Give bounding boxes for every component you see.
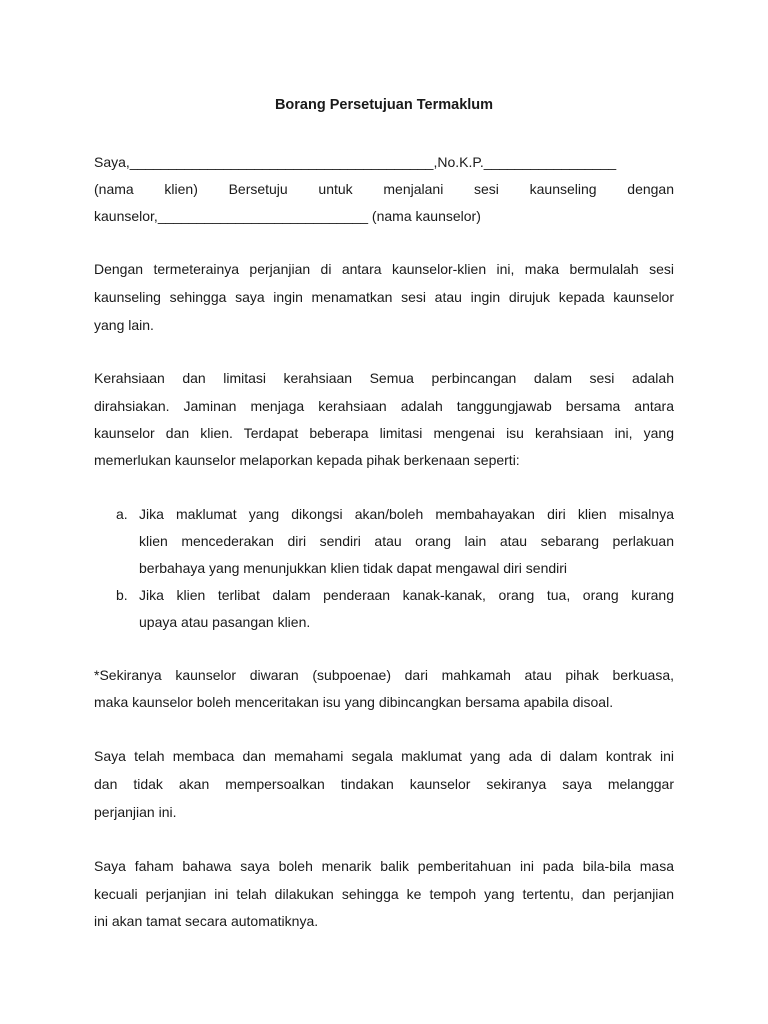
paragraph-acknowledgement-line-3: perjanjian ini. xyxy=(94,804,177,820)
list-item-b-line-2: upaya atau pasangan klien. xyxy=(139,614,311,630)
list-marker-a: a. xyxy=(116,506,128,522)
paragraph-subpoena-line-2: maka kaunselor boleh menceritakan isu yang dibincangkan bersama apabila disoal. xyxy=(94,694,614,710)
list-item-a-line-3: berbahaya yang menunjukkan klien tidak dapat mengawal diri sendiri xyxy=(139,560,568,576)
paragraph-agreement-line-2: kaunseling sehingga saya ingin menamatkan sesi atau ingin dirujuk kepada kaunselor xyxy=(94,289,674,305)
paragraph-confidentiality-line-3: kaunselor dan klien. Terdapat beberapa limitasi mengenai isu kerahsiaan ini, yang xyxy=(94,425,674,441)
paragraph-acknowledgement-line-2: dan tidak akan mempersoalkan tindakan kaunselor sekiranya saya melanggar xyxy=(94,776,674,792)
paragraph-subpoena-line-1: *Sekiranya kaunselor diwaran (subpoenae) dari mahkamah atau pihak berkuasa, xyxy=(94,667,674,683)
consent-statement-line: (nama klien) Bersetuju untuk menjalani sesi kaunseling dengan xyxy=(94,181,674,197)
paragraph-confidentiality-line-2: dirahsiakan. Jaminan menjaga kerahsiaan adalah tanggungjawab bersama antara xyxy=(94,398,674,414)
list-item-b-line-1: Jika klien terlibat dalam penderaan kanak-kanak, orang tua, orang kurang xyxy=(139,587,674,603)
paragraph-confidentiality-line-1: Kerahsiaan dan limitasi kerahsiaan Semua perbincangan dalam sesi adalah xyxy=(94,370,674,386)
list-item-a-line-2: klien mencederakan diri sendiri atau orang lain atau sebarang perlakuan xyxy=(139,533,674,549)
paragraph-withdrawal-line-3: ini akan tamat secara automatiknya. xyxy=(94,913,319,929)
paragraph-agreement-line-1: Dengan termeterainya perjanjian di antara kaunselor-klien ini, maka bermulalah sesi xyxy=(94,261,674,277)
list-marker-b: b. xyxy=(116,587,128,603)
paragraph-acknowledgement-line-1: Saya telah membaca dan memahami segala maklumat yang ada di dalam kontrak ini xyxy=(94,748,674,764)
counselor-name-line: kaunselor,___________________________ (nama kaunselor) xyxy=(94,208,481,224)
client-name-ic-line: Saya,_______________________________________,No.K.P._________________ xyxy=(94,154,617,170)
document-title: Borang Persetujuan Termaklum xyxy=(274,97,494,113)
list-item-a-line-1: Jika maklumat yang dikongsi akan/boleh membahayakan diri klien misalnya xyxy=(139,506,674,522)
paragraph-withdrawal-line-2: kecuali perjanjian ini telah dilakukan sehingga ke tempoh yang tertentu, dan perjanjian xyxy=(94,886,674,902)
paragraph-agreement-line-3: yang lain. xyxy=(94,317,154,333)
paragraph-withdrawal-line-1: Saya faham bahawa saya boleh menarik balik pemberitahuan ini pada bila-bila masa xyxy=(94,858,674,874)
paragraph-confidentiality-line-4: memerlukan kaunselor melaporkan kepada pihak berkenaan seperti: xyxy=(94,452,520,468)
